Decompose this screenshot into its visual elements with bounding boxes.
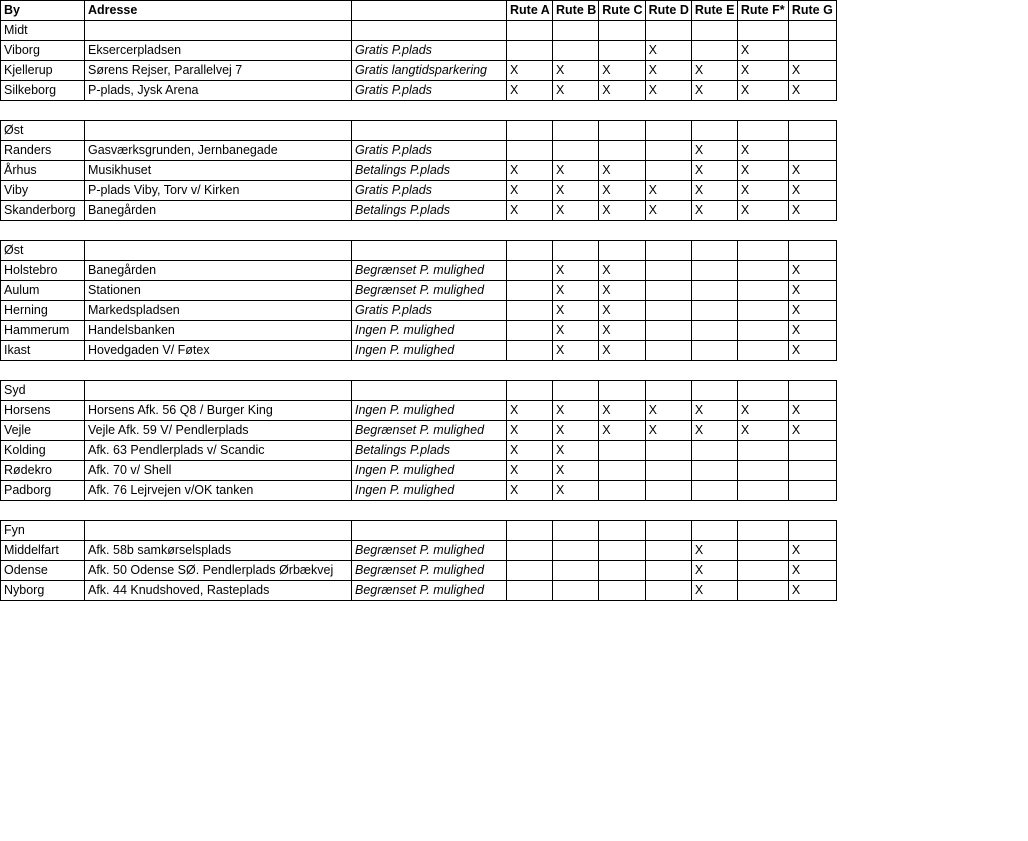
- route-cell: [691, 341, 737, 361]
- parking-note-cell: Begrænset P. mulighed: [352, 281, 507, 301]
- empty-cell: [507, 521, 553, 541]
- city-cell: Ikast: [1, 341, 85, 361]
- section-name: Midt: [1, 21, 85, 41]
- parking-note-cell: Begrænset P. mulighed: [352, 581, 507, 601]
- route-cell: X: [788, 261, 836, 281]
- table-row: [1, 161, 837, 181]
- route-cell: [645, 541, 691, 561]
- empty-cell: [553, 21, 599, 41]
- table-row: [1, 181, 837, 201]
- empty-cell: [788, 521, 836, 541]
- parking-note-cell: Ingen P. mulighed: [352, 481, 507, 501]
- spacer-row: [1, 361, 837, 381]
- parking-note-cell: Gratis P.plads: [352, 41, 507, 61]
- section-name: Øst: [1, 121, 85, 141]
- route-cell: [645, 561, 691, 581]
- route-cell: X: [599, 181, 645, 201]
- city-cell: Herning: [1, 301, 85, 321]
- route-cell: [737, 581, 788, 601]
- empty-cell: [553, 521, 599, 541]
- route-cell: X: [553, 401, 599, 421]
- spacer-cell: [1, 101, 837, 121]
- header-row: [1, 1, 837, 21]
- route-cell: [645, 581, 691, 601]
- address-cell: P-plads Viby, Torv v/ Kirken: [85, 181, 352, 201]
- route-cell: X: [691, 81, 737, 101]
- route-cell: X: [737, 41, 788, 61]
- route-cell: X: [507, 441, 553, 461]
- table-row: [1, 341, 837, 361]
- route-cell: [645, 441, 691, 461]
- route-cell: X: [553, 181, 599, 201]
- city-cell: Odense: [1, 561, 85, 581]
- route-cell: [691, 481, 737, 501]
- empty-cell: [691, 381, 737, 401]
- table-row: [1, 461, 837, 481]
- parking-note-cell: Betalings P.plads: [352, 441, 507, 461]
- route-cell: [737, 301, 788, 321]
- city-cell: Horsens: [1, 401, 85, 421]
- city-cell: Aulum: [1, 281, 85, 301]
- route-cell: X: [737, 401, 788, 421]
- empty-cell: [788, 121, 836, 141]
- header-route: Rute D: [645, 1, 691, 21]
- route-cell: X: [691, 61, 737, 81]
- empty-cell: [691, 121, 737, 141]
- route-cell: X: [788, 201, 836, 221]
- route-cell: X: [788, 341, 836, 361]
- table-row: [1, 61, 837, 81]
- table-body: [1, 1, 837, 601]
- parking-note-cell: Betalings P.plads: [352, 161, 507, 181]
- route-cell: X: [645, 41, 691, 61]
- empty-cell: [691, 21, 737, 41]
- table-row: [1, 561, 837, 581]
- parking-note-cell: Begrænset P. mulighed: [352, 541, 507, 561]
- route-cell: [645, 141, 691, 161]
- route-cell: X: [691, 421, 737, 441]
- route-cell: X: [599, 201, 645, 221]
- route-cell: [645, 301, 691, 321]
- parking-note-cell: Ingen P. mulighed: [352, 341, 507, 361]
- city-cell: Viby: [1, 181, 85, 201]
- route-cell: X: [737, 161, 788, 181]
- header-note: [352, 1, 507, 21]
- route-cell: [788, 461, 836, 481]
- route-cell: X: [507, 61, 553, 81]
- route-cell: [645, 161, 691, 181]
- route-cell: X: [691, 561, 737, 581]
- empty-cell: [788, 381, 836, 401]
- empty-cell: [507, 381, 553, 401]
- route-cell: [553, 41, 599, 61]
- route-cell: [737, 441, 788, 461]
- header-route: Rute E: [691, 1, 737, 21]
- city-cell: Kjellerup: [1, 61, 85, 81]
- section-row: [1, 21, 837, 41]
- route-cell: [788, 481, 836, 501]
- address-cell: Eksercerpladsen: [85, 41, 352, 61]
- empty-cell: [737, 241, 788, 261]
- parking-note-cell: Gratis P.plads: [352, 81, 507, 101]
- route-cell: X: [788, 161, 836, 181]
- header-by: By: [1, 1, 85, 21]
- route-cell: [507, 321, 553, 341]
- route-cell: X: [553, 341, 599, 361]
- route-cell: X: [691, 181, 737, 201]
- empty-cell: [85, 381, 352, 401]
- parking-note-cell: Begrænset P. mulighed: [352, 561, 507, 581]
- parking-note-cell: Ingen P. mulighed: [352, 401, 507, 421]
- address-cell: Afk. 70 v/ Shell: [85, 461, 352, 481]
- route-cell: [691, 321, 737, 341]
- route-cell: X: [691, 541, 737, 561]
- address-cell: Vejle Afk. 59 V/ Pendlerplads: [85, 421, 352, 441]
- route-cell: X: [691, 201, 737, 221]
- spacer-row: [1, 221, 837, 241]
- route-cell: X: [553, 481, 599, 501]
- route-cell: [507, 541, 553, 561]
- route-cell: X: [599, 341, 645, 361]
- empty-cell: [599, 21, 645, 41]
- parking-note-cell: Ingen P. mulighed: [352, 321, 507, 341]
- route-cell: X: [788, 61, 836, 81]
- route-cell: X: [599, 421, 645, 441]
- route-cell: X: [507, 81, 553, 101]
- address-cell: Afk. 76 Lejrvejen v/OK tanken: [85, 481, 352, 501]
- route-cell: [507, 41, 553, 61]
- city-cell: Rødekro: [1, 461, 85, 481]
- spacer-row: [1, 101, 837, 121]
- table-row: [1, 541, 837, 561]
- address-cell: Afk. 58b samkørselsplads: [85, 541, 352, 561]
- route-cell: [645, 261, 691, 281]
- city-cell: Padborg: [1, 481, 85, 501]
- route-cell: X: [788, 561, 836, 581]
- route-cell: X: [788, 181, 836, 201]
- city-cell: Viborg: [1, 41, 85, 61]
- city-cell: Kolding: [1, 441, 85, 461]
- route-cell: X: [599, 161, 645, 181]
- route-cell: X: [788, 81, 836, 101]
- table-row: [1, 301, 837, 321]
- route-cell: X: [645, 181, 691, 201]
- spacer-row: [1, 501, 837, 521]
- empty-cell: [352, 121, 507, 141]
- address-cell: Sørens Rejser, Parallelvej 7: [85, 61, 352, 81]
- route-cell: [737, 341, 788, 361]
- route-cell: [737, 561, 788, 581]
- route-cell: X: [788, 321, 836, 341]
- empty-cell: [85, 521, 352, 541]
- route-cell: [691, 301, 737, 321]
- parking-note-cell: Gratis P.plads: [352, 301, 507, 321]
- parking-note-cell: Gratis P.plads: [352, 141, 507, 161]
- address-cell: P-plads, Jysk Arena: [85, 81, 352, 101]
- table-row: [1, 481, 837, 501]
- route-cell: [645, 321, 691, 341]
- city-cell: Randers: [1, 141, 85, 161]
- route-cell: X: [553, 261, 599, 281]
- route-cell: X: [507, 421, 553, 441]
- empty-cell: [352, 21, 507, 41]
- route-cell: X: [553, 441, 599, 461]
- route-cell: [553, 141, 599, 161]
- empty-cell: [645, 521, 691, 541]
- empty-cell: [507, 21, 553, 41]
- empty-cell: [645, 121, 691, 141]
- route-cell: [599, 441, 645, 461]
- route-cell: [599, 561, 645, 581]
- route-cell: [507, 301, 553, 321]
- parking-note-cell: Begrænset P. mulighed: [352, 421, 507, 441]
- route-cell: [599, 541, 645, 561]
- empty-cell: [85, 121, 352, 141]
- header-adresse: Adresse: [85, 1, 352, 21]
- route-cell: X: [507, 181, 553, 201]
- route-cell: X: [737, 141, 788, 161]
- route-cell: X: [507, 201, 553, 221]
- empty-cell: [352, 521, 507, 541]
- empty-cell: [85, 21, 352, 41]
- header-route: Rute C: [599, 1, 645, 21]
- route-cell: X: [599, 321, 645, 341]
- parking-note-cell: Betalings P.plads: [352, 201, 507, 221]
- spacer-cell: [1, 361, 837, 381]
- address-cell: Banegården: [85, 201, 352, 221]
- address-cell: Afk. 63 Pendlerplads v/ Scandic: [85, 441, 352, 461]
- route-cell: X: [507, 481, 553, 501]
- empty-cell: [645, 21, 691, 41]
- empty-cell: [737, 21, 788, 41]
- address-cell: Afk. 44 Knudshoved, Rasteplads: [85, 581, 352, 601]
- section-row: [1, 241, 837, 261]
- section-row: [1, 521, 837, 541]
- empty-cell: [645, 241, 691, 261]
- route-cell: X: [553, 301, 599, 321]
- route-cell: [788, 141, 836, 161]
- spacer-cell: [1, 221, 837, 241]
- empty-cell: [788, 21, 836, 41]
- route-cell: [507, 341, 553, 361]
- route-cell: [737, 461, 788, 481]
- route-cell: X: [788, 421, 836, 441]
- city-cell: Århus: [1, 161, 85, 181]
- empty-cell: [507, 241, 553, 261]
- address-cell: Banegården: [85, 261, 352, 281]
- empty-cell: [352, 241, 507, 261]
- route-cell: X: [599, 301, 645, 321]
- empty-cell: [553, 241, 599, 261]
- route-cell: X: [788, 281, 836, 301]
- route-cell: [691, 41, 737, 61]
- route-cell: X: [737, 181, 788, 201]
- table-row: [1, 81, 837, 101]
- empty-cell: [737, 521, 788, 541]
- table-row: [1, 421, 837, 441]
- route-cell: X: [553, 421, 599, 441]
- address-cell: Handelsbanken: [85, 321, 352, 341]
- section-name: Syd: [1, 381, 85, 401]
- route-cell: [645, 481, 691, 501]
- route-cell: X: [645, 81, 691, 101]
- route-cell: [507, 581, 553, 601]
- city-cell: Hammerum: [1, 321, 85, 341]
- route-cell: X: [507, 161, 553, 181]
- header-route: Rute G: [788, 1, 836, 21]
- city-cell: Silkeborg: [1, 81, 85, 101]
- route-cell: [507, 261, 553, 281]
- address-cell: Stationen: [85, 281, 352, 301]
- route-cell: X: [788, 401, 836, 421]
- route-cell: X: [599, 401, 645, 421]
- route-cell: X: [737, 81, 788, 101]
- city-cell: Vejle: [1, 421, 85, 441]
- route-cell: [737, 321, 788, 341]
- route-cell: [691, 261, 737, 281]
- route-cell: [737, 281, 788, 301]
- route-cell: X: [599, 81, 645, 101]
- route-cell: X: [553, 281, 599, 301]
- spacer-cell: [1, 501, 837, 521]
- address-cell: Markedspladsen: [85, 301, 352, 321]
- route-cell: [645, 461, 691, 481]
- route-cell: [507, 561, 553, 581]
- table-row: [1, 141, 837, 161]
- city-cell: Middelfart: [1, 541, 85, 561]
- empty-cell: [507, 121, 553, 141]
- route-cell: X: [553, 201, 599, 221]
- empty-cell: [788, 241, 836, 261]
- route-cell: [553, 581, 599, 601]
- route-cell: [553, 561, 599, 581]
- address-cell: Hovedgaden V/ Føtex: [85, 341, 352, 361]
- empty-cell: [85, 241, 352, 261]
- city-cell: Nyborg: [1, 581, 85, 601]
- route-cell: [737, 261, 788, 281]
- parking-note-cell: Gratis langtidsparkering: [352, 61, 507, 81]
- route-cell: X: [507, 401, 553, 421]
- route-cell: X: [599, 261, 645, 281]
- route-cell: X: [553, 461, 599, 481]
- section-row: [1, 381, 837, 401]
- route-cell: X: [737, 61, 788, 81]
- section-name: Øst: [1, 241, 85, 261]
- table-row: [1, 581, 837, 601]
- section-name: Fyn: [1, 521, 85, 541]
- route-cell: X: [553, 61, 599, 81]
- route-cell: [691, 281, 737, 301]
- route-cell: [645, 341, 691, 361]
- table-row: [1, 281, 837, 301]
- route-cell: X: [599, 281, 645, 301]
- route-cell: X: [553, 81, 599, 101]
- empty-cell: [691, 521, 737, 541]
- empty-cell: [599, 521, 645, 541]
- address-cell: Horsens Afk. 56 Q8 / Burger King: [85, 401, 352, 421]
- empty-cell: [553, 121, 599, 141]
- route-cell: X: [645, 201, 691, 221]
- empty-cell: [645, 381, 691, 401]
- empty-cell: [599, 121, 645, 141]
- route-cell: X: [737, 421, 788, 441]
- route-cell: X: [645, 61, 691, 81]
- parking-note-cell: Ingen P. mulighed: [352, 461, 507, 481]
- route-cell: X: [599, 61, 645, 81]
- route-cell: [737, 541, 788, 561]
- route-cell: [691, 461, 737, 481]
- route-cell: X: [737, 201, 788, 221]
- route-cell: [599, 461, 645, 481]
- route-cell: [507, 141, 553, 161]
- address-cell: Gasværksgrunden, Jernbanegade: [85, 141, 352, 161]
- route-cell: X: [691, 161, 737, 181]
- route-cell: X: [788, 581, 836, 601]
- route-cell: X: [691, 401, 737, 421]
- route-cell: X: [691, 141, 737, 161]
- section-row: [1, 121, 837, 141]
- parking-note-cell: Gratis P.plads: [352, 181, 507, 201]
- empty-cell: [737, 381, 788, 401]
- route-cell: [599, 481, 645, 501]
- table-row: [1, 441, 837, 461]
- route-cell: [788, 41, 836, 61]
- city-cell: Skanderborg: [1, 201, 85, 221]
- header-route: Rute F*: [737, 1, 788, 21]
- route-cell: X: [691, 581, 737, 601]
- route-cell: [599, 141, 645, 161]
- route-cell: [645, 281, 691, 301]
- table-row: [1, 401, 837, 421]
- header-route: Rute A: [507, 1, 553, 21]
- table-row: [1, 41, 837, 61]
- route-cell: [691, 441, 737, 461]
- route-cell: X: [553, 321, 599, 341]
- table-row: [1, 261, 837, 281]
- address-cell: Afk. 50 Odense SØ. Pendlerplads Ørbækvej: [85, 561, 352, 581]
- empty-cell: [737, 121, 788, 141]
- empty-cell: [599, 241, 645, 261]
- empty-cell: [691, 241, 737, 261]
- route-cell: [737, 481, 788, 501]
- empty-cell: [553, 381, 599, 401]
- route-cell: X: [788, 301, 836, 321]
- parking-note-cell: Begrænset P. mulighed: [352, 261, 507, 281]
- address-cell: Musikhuset: [85, 161, 352, 181]
- route-cell: X: [507, 461, 553, 481]
- route-cell: [599, 581, 645, 601]
- route-cell: [788, 441, 836, 461]
- table-row: [1, 321, 837, 341]
- city-cell: Holstebro: [1, 261, 85, 281]
- header-route: Rute B: [553, 1, 599, 21]
- route-cell: X: [788, 541, 836, 561]
- route-cell: [553, 541, 599, 561]
- route-cell: X: [645, 401, 691, 421]
- route-cell: [507, 281, 553, 301]
- route-cell: X: [645, 421, 691, 441]
- route-cell: [599, 41, 645, 61]
- empty-cell: [352, 381, 507, 401]
- empty-cell: [599, 381, 645, 401]
- route-cell: X: [553, 161, 599, 181]
- table-row: [1, 201, 837, 221]
